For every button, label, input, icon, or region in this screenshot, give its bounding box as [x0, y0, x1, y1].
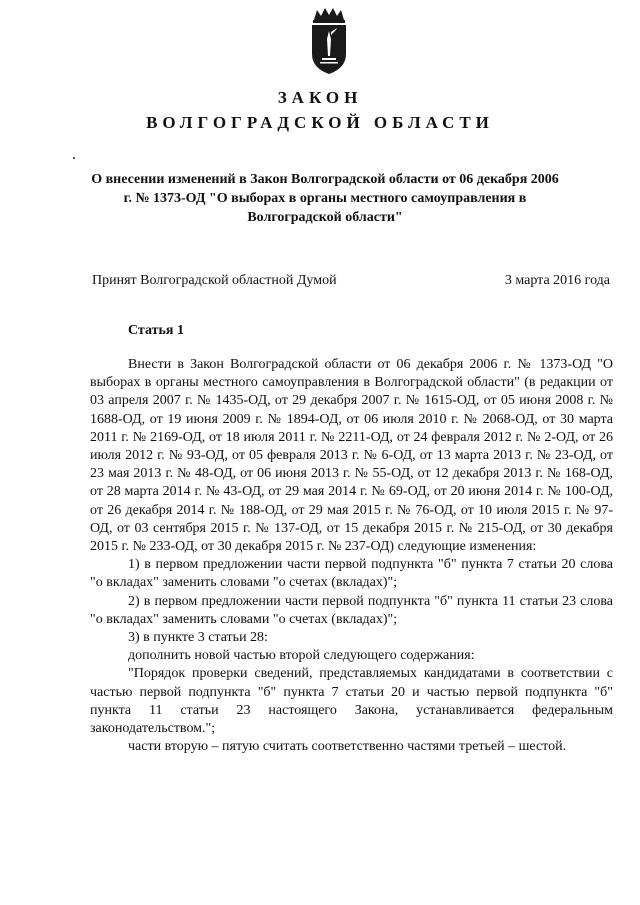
paragraph-addition: дополнить новой частью второй следующего содержания:: [128, 648, 475, 664]
paragraph-main: Внести в Закон Волгоградской области от 06 декабря 2006 г. № 1373-ОД "О выборах в органы местного самоуправления в Волгоградской области" (в редакции от 03 апреля 2007 г. № 1435-ОД, от 29 декабря 2007 г. № 1615-ОД, от 05 июня 2008 г. № 1688-ОД, от 19 июня 2009 г. № 1894-ОД, от 06 июля 2010 г. № 2068-ОД, от 30 марта 2011 г. № 2169-ОД, от 18 июля 2011 г. № 2211-ОД, от 24 февраля 2012 г. № 2-ОД, от 26 июля 2012 г. № 93-ОД, от 05 февраля 2013 г. № 6-ОД, от 13 марта 2013 г. № 23-ОД, от 23 мая 2013 г. № 48-ОД, от 06 июня 2013 г. № 55-ОД, от 12 декабря 2013 г. № 168-ОД, от 28 марта 2014 г. № 43-ОД, от 29 мая 2014 г. № 69-ОД, от 20 июня 2014 г. № 100-ОД, от 26 декабря 2014 г. № 188-ОД, от 29 мая 2015 г. № 76-ОД, от 10 июля 2015 г. № 97-ОД, от 03 сентября 2015 г. № 137-ОД, от 15 декабря 2015 г. № 215-ОД, от 30 декабря 2015 г. № 233-ОД, от 30 декабря 2015 г. № 237-ОД) следующие изменения:: [90, 357, 613, 555]
article-heading: Статья 1: [128, 323, 184, 338]
scan-dot: [73, 157, 75, 159]
law-title: ЗАКОН: [277, 88, 363, 107]
paragraph-quote: "Порядок проверки сведений, представляемых кандидатами в соответствии с частью первой подпункта "б" пункта 7 статьи 20 и частью первой подпункта "б" пункта 11 статьи 23 настоящего Закона, устанавливается федеральным законодательством.";: [90, 666, 613, 737]
paragraph-item-1: 1) в первом предложении части первой подпункта "б" пункта 7 статьи 20 слова "о вкладах" заменить словами "о счетах (вкладах)";: [90, 557, 613, 591]
adopted-date: 3 марта 2016 года: [504, 273, 610, 288]
law-subject: О внесении изменений в Закон Волгоградской области от 06 декабря 2006 г. № 1373-ОД "О выборах в органы местного самоуправления в Волгоградской области": [91, 172, 559, 225]
paragraph-item-3: 3) в пункте 3 статьи 28:: [128, 630, 268, 646]
paragraph-renumber: части вторую – пятую считать соответственно частями третьей – шестой.: [128, 739, 567, 755]
law-region-title: ВОЛГОГРАДСКОЙ ОБЛАСТИ: [146, 113, 494, 132]
adopted-by: Принят Волгоградской областной Думой: [92, 273, 337, 288]
article-body: [90, 356, 613, 756]
coat-of-arms-icon: [308, 6, 350, 76]
paragraph-item-2: 2) в первом предложении части первой подпункта "б" пункта 11 статьи 23 слова "о вкладах" заменить словами "о счетах (вкладах)";: [90, 593, 613, 627]
